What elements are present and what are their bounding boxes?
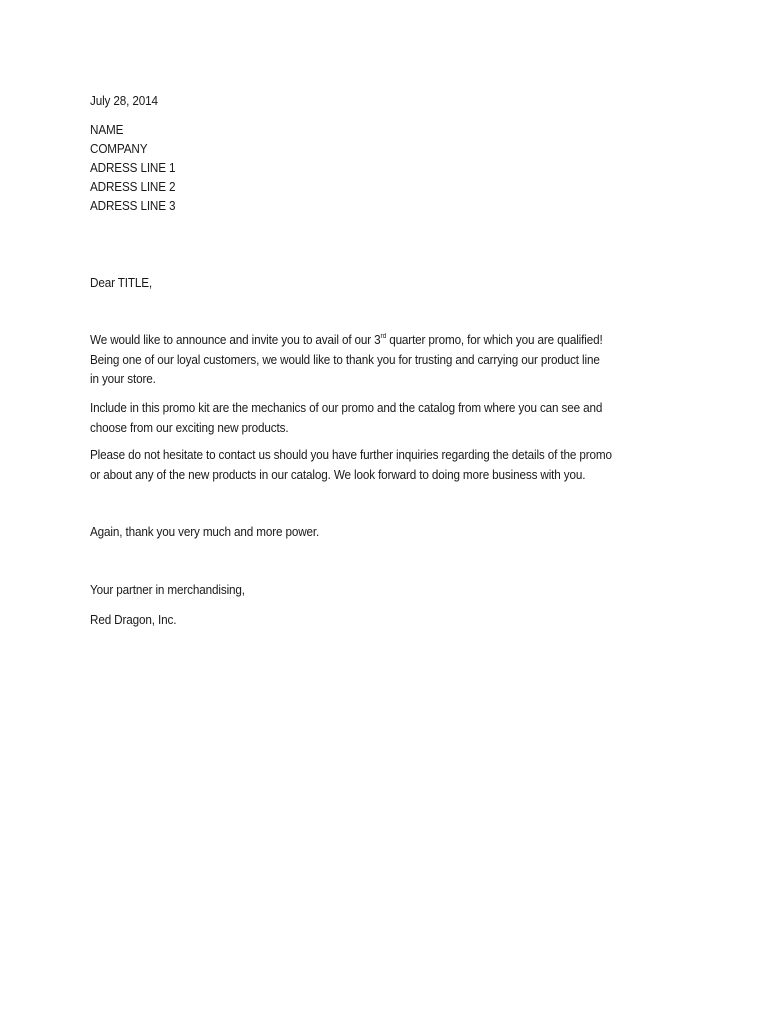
closing-line: Your partner in merchandising, bbox=[90, 583, 245, 597]
paragraph-2-line-2: choose from our exciting new products. bbox=[90, 420, 289, 435]
paragraph-1-line-2: Being one of our loyal customers, we would like to thank you for trusting and carrying our product line bbox=[90, 352, 600, 367]
paragraph-1-line-3: in your store. bbox=[90, 372, 156, 386]
salutation: Dear TITLE, bbox=[90, 276, 153, 290]
body-paragraph-3 bbox=[90, 446, 685, 485]
paragraph-2-line-1: Include in this promo kit are the mechanics of our promo and the catalog from where you can see and bbox=[90, 401, 603, 415]
paragraph-3-line-1: Please do not hesitate to contact us should you have further inquiries regarding the details of the promo bbox=[90, 448, 612, 462]
body-paragraph-2 bbox=[90, 399, 685, 438]
signature-company: Red Dragon, Inc. bbox=[90, 613, 177, 627]
paragraph-1-line-1-start: We would like to announce and invite you to avail of our 3 bbox=[90, 333, 381, 347]
recipient-address-line-3: ADRESS LINE 3 bbox=[90, 199, 176, 213]
paragraph-3-line-2: or about any of the new products in our catalog. We look forward to doing more business with you. bbox=[90, 467, 586, 482]
thanks-line: Again, thank you very much and more power. bbox=[90, 525, 320, 539]
recipient-name: NAME bbox=[90, 123, 124, 137]
letter-date: July 28, 2014 bbox=[90, 94, 158, 108]
body-paragraph-1 bbox=[90, 331, 685, 390]
recipient-company: COMPANY bbox=[90, 142, 148, 156]
paragraph-1-line-1 bbox=[90, 331, 685, 351]
recipient-address-line-2: ADRESS LINE 2 bbox=[90, 180, 176, 194]
paragraph-1-line-1-end: quarter promo, for which you are qualified! bbox=[386, 333, 603, 347]
recipient-address-line-1: ADRESS LINE 1 bbox=[90, 161, 176, 175]
ordinal-suffix: rd bbox=[380, 332, 387, 340]
